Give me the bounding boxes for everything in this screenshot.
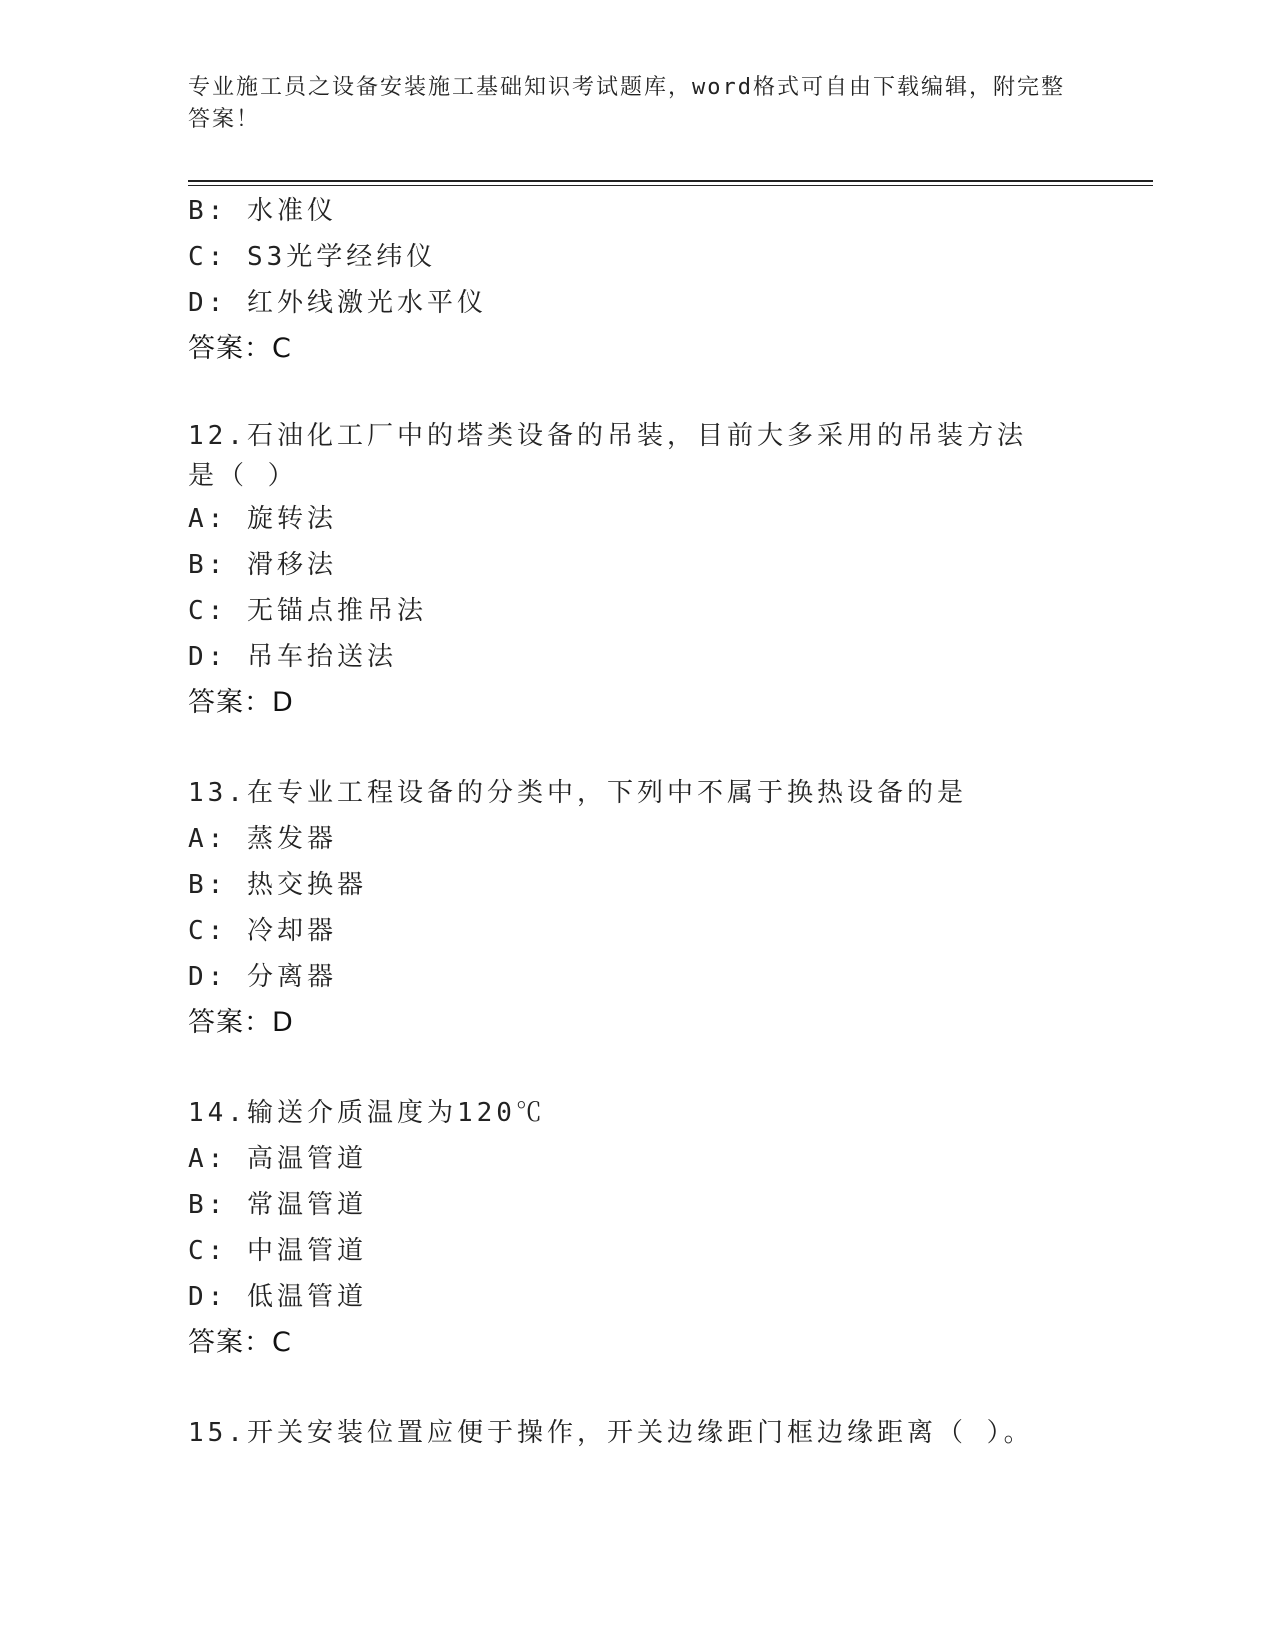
answer: 答案：D: [188, 687, 294, 718]
question-15: [188, 1410, 1088, 1456]
option-c: C: 中温管道: [188, 1236, 367, 1266]
option-c: C: 无锚点推吊法: [188, 596, 427, 626]
option-b: B: 热交换器: [188, 870, 367, 900]
header-divider: [188, 180, 1153, 182]
question-list: [188, 188, 1088, 1456]
option-c: C: 冷却器: [188, 916, 337, 946]
header-divider-thin: [188, 185, 1153, 186]
question-13: [188, 770, 1088, 1046]
answer: 答案：D: [188, 1007, 294, 1038]
question-11-continued: [188, 188, 1088, 372]
option-b: B: 常温管道: [188, 1190, 367, 1220]
option-d: D: 红外线激光水平仪: [188, 288, 487, 318]
option-a: A: 蒸发器: [188, 824, 337, 854]
option-b: B: 滑移法: [188, 550, 337, 580]
question-stem: 14.输送介质温度为120℃: [188, 1098, 546, 1128]
question-stem: 13.在专业工程设备的分类中，下列中不属于换热设备的是: [188, 778, 967, 808]
option-d: D: 低温管道: [188, 1282, 367, 1312]
option-d: D: 分离器: [188, 962, 337, 992]
question-12: [188, 416, 1088, 726]
option-a: A: 高温管道: [188, 1144, 367, 1174]
option-d: D: 吊车抬送法: [188, 642, 397, 672]
option-c: C: S3光学经纬仪: [188, 242, 437, 272]
question-stem: 15.开关安装位置应便于操作，开关边缘距门框边缘距离（ ）。: [188, 1418, 1034, 1448]
question-14: [188, 1090, 1088, 1366]
answer: 答案：C: [188, 1327, 292, 1358]
question-stem: 12.石油化工厂中的塔类设备的吊装，目前大多采用的吊装方法是（ ）: [188, 421, 1027, 491]
option-b: B: 水准仪: [188, 196, 337, 226]
answer: 答案：C: [188, 333, 292, 364]
page-header: 专业施工员之设备安装施工基础知识考试题库，word格式可自由下载编辑，附完整答案！: [188, 75, 1065, 132]
option-a: A: 旋转法: [188, 504, 337, 534]
